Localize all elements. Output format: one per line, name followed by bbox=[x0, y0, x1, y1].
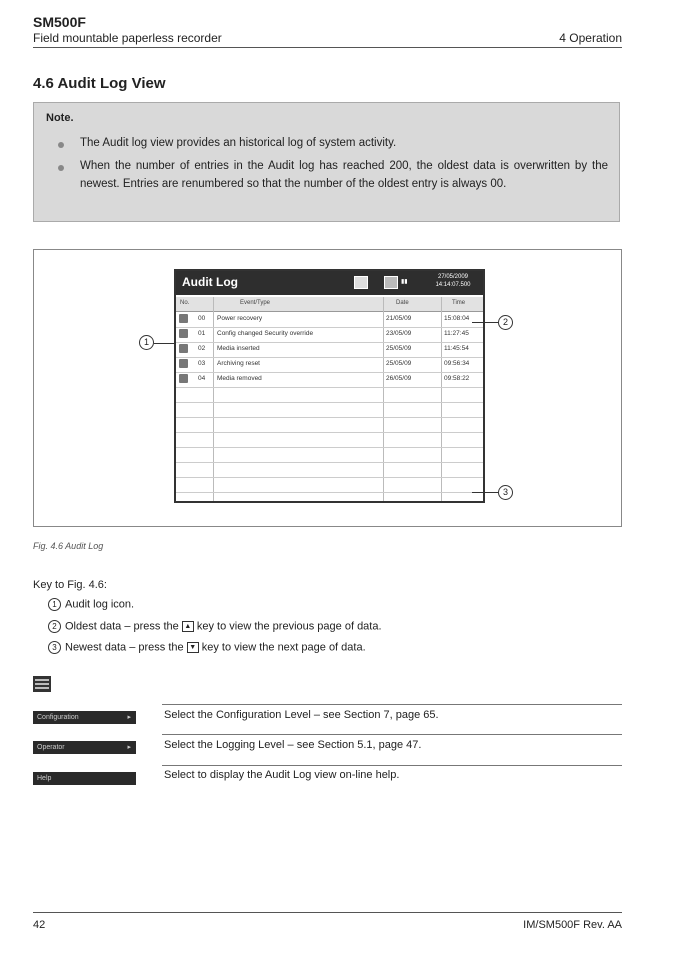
table-row bbox=[176, 387, 483, 403]
key-heading: Key to Fig. 4.6: bbox=[33, 579, 107, 591]
cell-time: 11:45:54 bbox=[444, 345, 469, 352]
cell-date: 25/05/09 bbox=[386, 345, 412, 352]
table-row bbox=[176, 447, 483, 463]
callout-2: 2 bbox=[498, 315, 513, 330]
row-config-icon bbox=[179, 329, 188, 338]
key-text: key to view the next page of data. bbox=[201, 641, 366, 654]
cell-no: 00 bbox=[198, 315, 206, 322]
table-row bbox=[176, 327, 483, 343]
callout-3: 3 bbox=[498, 485, 513, 500]
key-text: Audit log icon. bbox=[65, 598, 135, 611]
table-row bbox=[176, 312, 483, 328]
cell-event: Media inserted bbox=[217, 345, 260, 352]
table-row bbox=[176, 342, 483, 358]
menu-description: Select the Configuration Level – see Section 7, page 65. bbox=[164, 709, 439, 721]
table-row bbox=[176, 417, 483, 433]
row-media-icon bbox=[179, 374, 188, 383]
cell-no: 03 bbox=[198, 360, 206, 367]
cell-time: 15:08:04 bbox=[444, 315, 470, 322]
signal-icon: ▮▮ bbox=[401, 279, 408, 285]
table-row bbox=[176, 402, 483, 418]
note-heading: Note. bbox=[46, 112, 74, 124]
document-subtitle: Field mountable paperless recorder bbox=[33, 31, 222, 45]
arrow-right-icon: ▸ bbox=[127, 714, 131, 721]
document-reference: IM/SM500F Rev. AA bbox=[523, 919, 622, 931]
cell-time: 09:58:22 bbox=[444, 375, 470, 382]
row-power-icon bbox=[179, 314, 188, 323]
row-media-icon bbox=[179, 344, 188, 353]
footer-rule bbox=[33, 912, 622, 913]
chapter-reference: 4 Operation bbox=[559, 31, 622, 45]
cell-no: 04 bbox=[198, 375, 206, 382]
cell-event: Config changed Security override bbox=[217, 330, 314, 337]
callout-3-leader bbox=[472, 492, 498, 493]
menu-description: Select to display the Audit Log view on-line help. bbox=[164, 769, 400, 781]
screen-time: 14:14:07.500 bbox=[435, 282, 471, 288]
callout-2-leader bbox=[472, 322, 498, 323]
screen-title: Audit Log bbox=[182, 275, 238, 289]
key-number: 2 bbox=[48, 620, 61, 633]
key-text: key to view the previous page of data. bbox=[196, 620, 382, 633]
cell-event: Media removed bbox=[217, 375, 262, 382]
key-number: 1 bbox=[48, 598, 61, 611]
column-header-date: Date bbox=[396, 300, 409, 306]
key-text: Oldest data – press the bbox=[65, 620, 179, 633]
menu-button-label: Operator bbox=[37, 744, 65, 751]
column-header-time: Time bbox=[452, 300, 466, 306]
menu-key-icon bbox=[33, 676, 51, 692]
table-row bbox=[176, 432, 483, 448]
cell-date: 26/05/09 bbox=[386, 375, 412, 382]
table-row bbox=[176, 462, 483, 478]
menu-button-label: Configuration bbox=[37, 714, 79, 721]
page-up-key-icon: ▲ bbox=[182, 621, 194, 632]
menu-description: Select the Logging Level – see Section 5.1, page 47. bbox=[164, 739, 422, 751]
help-menu-button[interactable] bbox=[33, 772, 136, 785]
cell-time: 11:27:45 bbox=[444, 330, 469, 337]
callout-1-leader bbox=[154, 343, 176, 344]
column-header-no: No. bbox=[180, 300, 190, 306]
key-text: Newest data – press the bbox=[65, 641, 184, 654]
menu-rule bbox=[162, 704, 622, 705]
figure-caption: Fig. 4.6 Audit Log bbox=[33, 541, 104, 551]
row-warning-icon bbox=[179, 359, 188, 368]
cell-no: 01 bbox=[198, 330, 206, 337]
note-box bbox=[33, 102, 620, 222]
table-row bbox=[176, 357, 483, 373]
media-status-icon bbox=[384, 276, 398, 289]
table-row bbox=[176, 477, 483, 493]
recorder-screen bbox=[174, 269, 485, 503]
key-item-2 bbox=[48, 620, 382, 633]
bullet-icon bbox=[58, 165, 64, 171]
column-header-event: Event/Type bbox=[240, 300, 271, 306]
note-item: When the number of entries in the Audit log has reached 200, the oldest data is overwritten by the newest. Entries are renumbered so that the number of the oldest entry is always 00. bbox=[80, 160, 608, 190]
screen-datetime bbox=[425, 273, 481, 289]
cell-event: Power recovery bbox=[217, 315, 263, 322]
header-rule bbox=[33, 47, 622, 48]
cell-date: 21/05/09 bbox=[386, 315, 412, 322]
callout-1: 1 bbox=[139, 335, 154, 350]
key-item-3 bbox=[48, 641, 366, 654]
table-row bbox=[176, 372, 483, 388]
arrow-right-icon: ▸ bbox=[127, 744, 131, 751]
menu-rule bbox=[162, 765, 622, 766]
bullet-icon bbox=[58, 142, 64, 148]
cell-time: 09:56:34 bbox=[444, 360, 470, 367]
audit-log-icon bbox=[354, 276, 368, 289]
configuration-menu-button[interactable] bbox=[33, 711, 136, 724]
page-down-key-icon: ▼ bbox=[187, 642, 199, 653]
cell-date: 23/05/09 bbox=[386, 330, 412, 337]
cell-no: 02 bbox=[198, 345, 206, 352]
menu-button-label: Help bbox=[37, 775, 52, 782]
cell-event: Archiving reset bbox=[217, 360, 260, 367]
note-item: The Audit log view provides an historical log of system activity. bbox=[80, 137, 397, 149]
screen-title-bar bbox=[176, 271, 483, 295]
key-number: 3 bbox=[48, 641, 61, 654]
column-header-row bbox=[176, 297, 483, 312]
document-title: SM500F bbox=[33, 14, 86, 30]
screen-date: 27/05/2009 bbox=[437, 274, 469, 280]
key-item-1 bbox=[48, 598, 134, 611]
cell-date: 25/05/09 bbox=[386, 360, 412, 367]
menu-rule bbox=[162, 734, 622, 735]
operator-menu-button[interactable] bbox=[33, 741, 136, 754]
section-title: 4.6 Audit Log View bbox=[33, 75, 166, 92]
page-number: 42 bbox=[33, 919, 46, 931]
